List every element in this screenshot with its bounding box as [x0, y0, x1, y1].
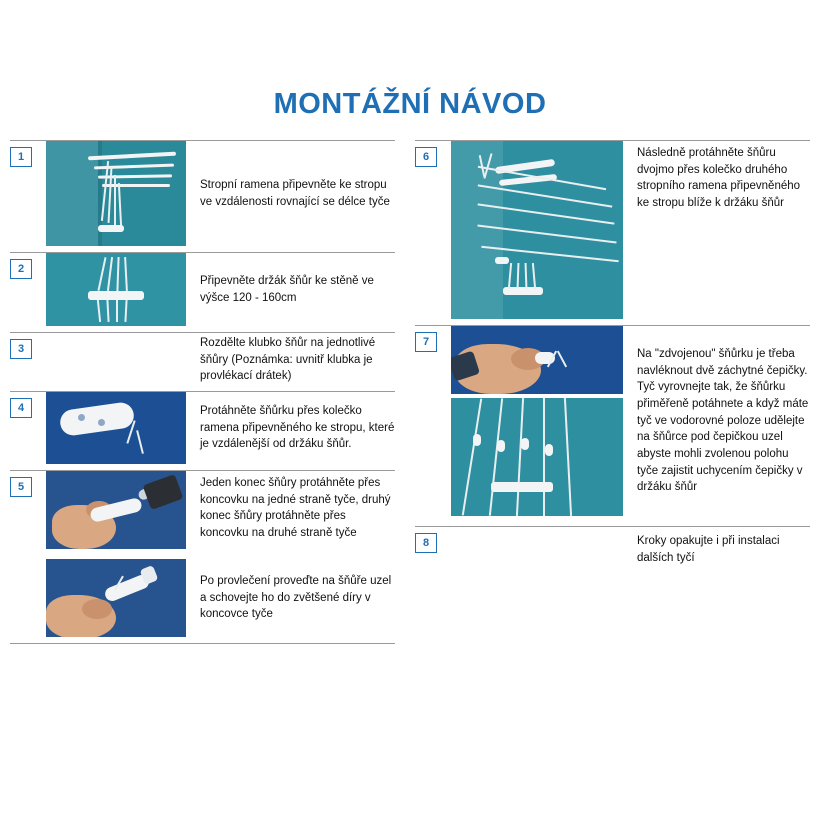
step-4-image [46, 392, 186, 464]
step-2 [10, 253, 395, 332]
step-2-image [46, 253, 186, 326]
step-5-text: Jeden konec šňůry protáhněte přes koncovku na jedné straně tyče, druhý konec šňůry protáhněte přes koncovku na druhé straně tyče [200, 477, 391, 540]
step-7-images [451, 326, 623, 516]
step-number-2: 2 [10, 259, 32, 279]
divider [10, 643, 395, 644]
step-1 [10, 141, 395, 252]
step-3-text: Rozdělte klubko šňůr na jednotlivé šňůry (Poznámka: uvnitř klubka je provlékací drátek) [200, 336, 376, 383]
step-4 [10, 392, 395, 470]
step-6-text: Následně protáhněte šňůru dvojmo přes kolečko druhého stropního ramena připevněného ke stropu blíže k držáku šňůr [637, 147, 801, 210]
page-title: MONTÁŽNÍ NÁVOD [273, 88, 547, 120]
step-5-image-2 [46, 559, 186, 637]
step-5 [10, 471, 395, 553]
step-1-image [46, 141, 186, 246]
left-column [10, 140, 395, 644]
step-5-image [46, 471, 186, 549]
step-number-4: 4 [10, 398, 32, 418]
step-2-text: Připevněte držák šňůr ke stěně ve výšce 120 - 160cm [200, 274, 374, 304]
step-5-text-2: Po provlečení proveďte na šňůře uzel a schovejte ho do zvětšené díry v koncovce tyče [200, 574, 392, 621]
step-4-text: Protáhněte šňůrku přes kolečko ramena připevněného ke stropu, které je vzdálenější od držáku šňůr. [200, 404, 395, 451]
step-number-3: 3 [10, 339, 32, 359]
step-number-1: 1 [10, 147, 32, 167]
step-1-text: Stropní ramena připevněte ke stropu ve vzdálenosti rovnající se délce tyče [200, 178, 390, 208]
step-number-6: 6 [415, 147, 437, 167]
step-8 [415, 527, 810, 573]
step-3 [10, 333, 395, 391]
step-number-8: 8 [415, 533, 437, 553]
step-6 [415, 141, 810, 325]
step-5-continued [10, 553, 395, 643]
step-number-5: 5 [10, 477, 32, 497]
step-6-image [451, 141, 623, 319]
step-7 [415, 326, 810, 520]
right-column [415, 140, 810, 573]
step-number-7: 7 [415, 332, 437, 352]
step-8-text: Kroky opakujte i při instalaci dalších tyčí [637, 535, 780, 564]
step-7-text: Na "zdvojenou" šňůrku je třeba navléknout dvě záchytné čepičky. Tyč vyrovnejte tak, že šňůrku přiměřeně potáhnete a když máte tyč ve vodorovné poloze udělejte na šňůrce pod čepičkou uzel abyste mohli zvolenou polohu tyče zajistit uchycením čepičky v držáku šňůr [637, 347, 809, 494]
step-number-placeholder [10, 565, 32, 585]
